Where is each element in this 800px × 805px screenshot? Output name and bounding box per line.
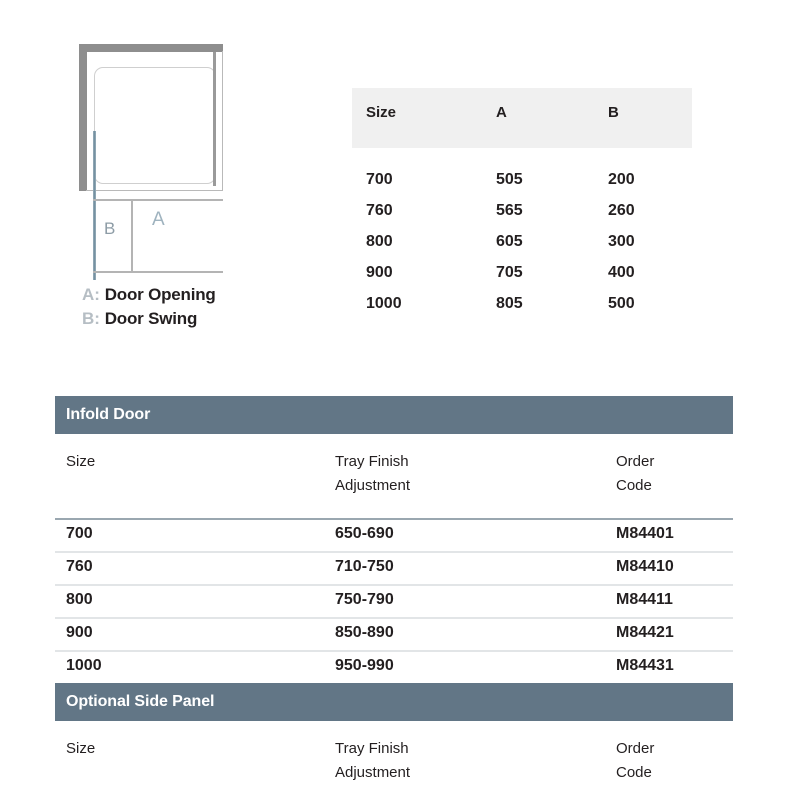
table-row xyxy=(352,228,692,259)
cell-a: 705 xyxy=(496,264,523,281)
table-row xyxy=(55,553,733,586)
spec-column-headers xyxy=(55,721,733,805)
table-row xyxy=(55,520,733,553)
cell-tray-finish-adjustment: 950-990 xyxy=(335,657,394,674)
cell-size: 900 xyxy=(66,624,93,641)
column-header-line-1: Order xyxy=(616,740,655,757)
cell-order-code: M84410 xyxy=(616,558,674,575)
column-header-order-code xyxy=(616,737,654,785)
table-row xyxy=(352,197,692,228)
cell-b: 400 xyxy=(608,264,635,281)
cell-size: 1000 xyxy=(66,657,102,674)
size-reference-table xyxy=(352,88,692,321)
cell-size: 800 xyxy=(66,591,93,608)
dimension-label-a: A xyxy=(152,209,165,230)
fixed-side-panel xyxy=(213,52,216,186)
dimension-label-b: B xyxy=(104,219,116,238)
enclosure-footprint xyxy=(94,67,216,184)
legend-key-b: B: xyxy=(82,309,100,328)
spec-table-body xyxy=(55,520,733,683)
cell-a: 505 xyxy=(496,171,523,188)
column-header-size: Size xyxy=(66,740,96,757)
table-row xyxy=(352,259,692,290)
table-row xyxy=(55,586,733,619)
cell-a: 805 xyxy=(496,295,523,312)
size-table-header-a: A xyxy=(496,104,507,121)
table-row xyxy=(55,619,733,652)
column-header-order-code xyxy=(616,450,654,498)
top-section xyxy=(0,0,800,360)
cell-size: 760 xyxy=(66,558,93,575)
size-table-header-row xyxy=(352,88,692,148)
column-header-size: Size xyxy=(66,453,96,470)
section-title-infold-door: Infold Door xyxy=(55,396,733,434)
column-header-line-1: Tray Finish xyxy=(335,740,409,757)
diagram-legend xyxy=(82,283,216,331)
section-title-optional-side-panel: Optional Side Panel xyxy=(55,683,733,721)
spec-table-optional-side-panel xyxy=(55,683,733,805)
legend-item-b xyxy=(82,307,216,331)
cell-size: 1000 xyxy=(366,295,402,312)
cell-size: 700 xyxy=(366,171,393,188)
cell-tray-finish-adjustment: 650-690 xyxy=(335,525,394,542)
cell-b: 200 xyxy=(608,171,635,188)
table-row xyxy=(352,290,692,321)
cell-order-code: M84401 xyxy=(616,525,674,542)
column-header-line-2: Adjustment xyxy=(335,477,411,494)
door-leaf xyxy=(93,131,96,280)
cell-size: 900 xyxy=(366,264,393,281)
spec-column-headers xyxy=(55,434,733,518)
size-table-body xyxy=(352,166,692,321)
cell-tray-finish-adjustment: 750-790 xyxy=(335,591,394,608)
cell-order-code: M84421 xyxy=(616,624,674,641)
table-row xyxy=(55,652,733,683)
cell-tray-finish-adjustment: 710-750 xyxy=(335,558,394,575)
cell-a: 565 xyxy=(496,202,523,219)
legend-label-b: Door Swing xyxy=(104,309,198,328)
shower-door-plan-diagram xyxy=(0,0,330,360)
spec-table-infold-door xyxy=(55,396,733,683)
cell-a: 605 xyxy=(496,233,523,250)
legend-item-a xyxy=(82,283,216,307)
cell-size: 800 xyxy=(366,233,393,250)
column-header-line-2: Adjustment xyxy=(335,764,411,781)
size-table-header-size: Size xyxy=(366,104,397,121)
cell-b: 300 xyxy=(608,233,635,250)
cell-size: 760 xyxy=(366,202,393,219)
column-header-line-1: Tray Finish xyxy=(335,453,409,470)
column-header-line-1: Order xyxy=(616,453,655,470)
column-header-line-2: Code xyxy=(616,477,652,494)
table-row xyxy=(352,166,692,197)
column-header-tray-finish-adjustment xyxy=(335,737,410,785)
column-header-line-2: Code xyxy=(616,764,652,781)
dimension-line-top xyxy=(93,199,223,201)
legend-key-a: A: xyxy=(82,285,100,304)
cell-b: 260 xyxy=(608,202,635,219)
dimension-tick-divider xyxy=(131,199,133,272)
specification-tables xyxy=(55,396,733,805)
legend-label-a: Door Opening xyxy=(104,285,216,304)
cell-tray-finish-adjustment: 850-890 xyxy=(335,624,394,641)
column-header-tray-finish-adjustment xyxy=(335,450,410,498)
cell-size: 700 xyxy=(66,525,93,542)
cell-order-code: M84431 xyxy=(616,657,674,674)
cell-b: 500 xyxy=(608,295,635,312)
cell-order-code: M84411 xyxy=(616,591,673,608)
size-table-header-b: B xyxy=(608,104,619,121)
dimension-line-bottom xyxy=(93,271,223,273)
